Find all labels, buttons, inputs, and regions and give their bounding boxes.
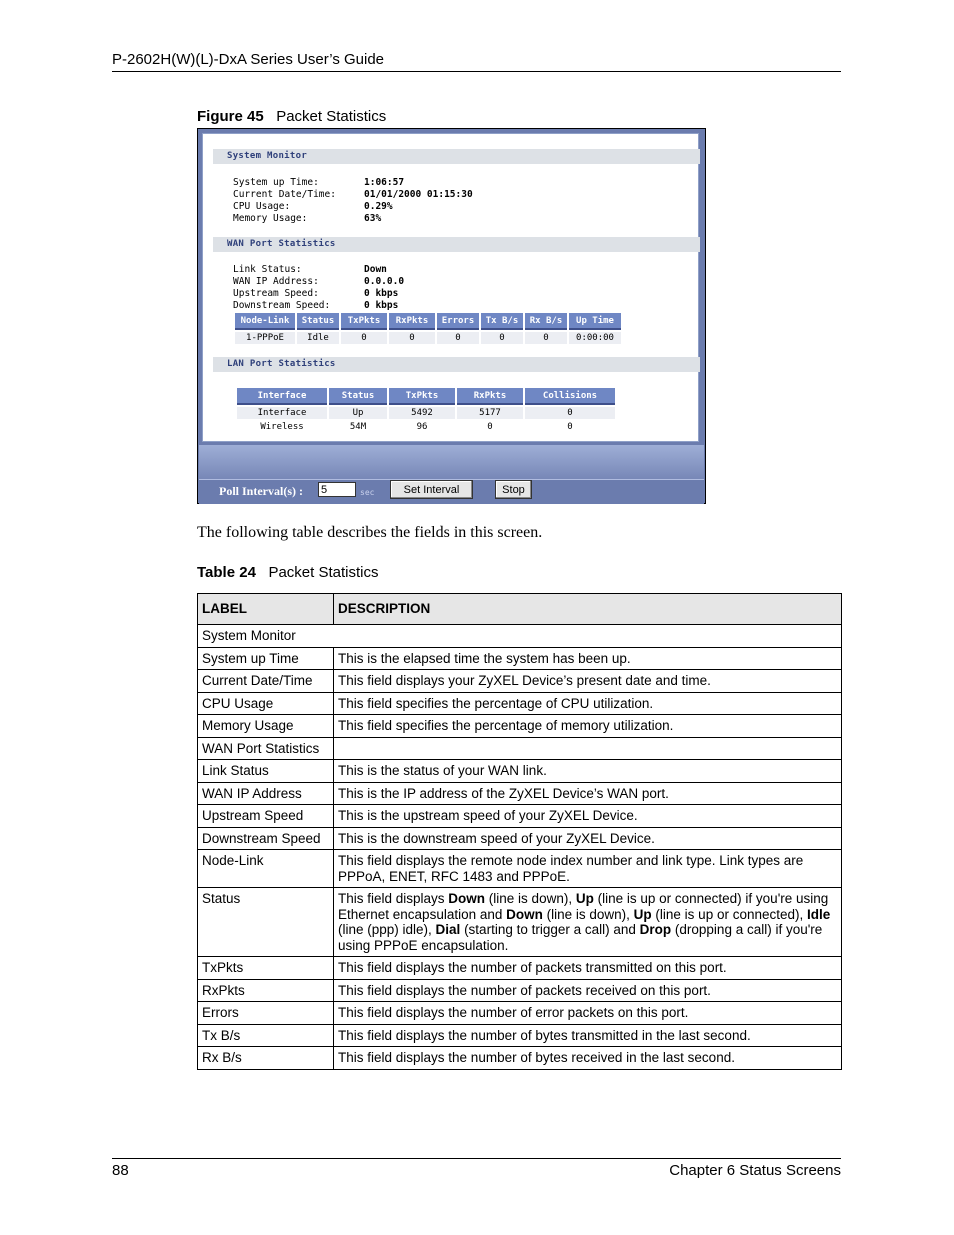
- lan-column-header: Interface: [237, 388, 327, 405]
- wan-column-header: TxPkts: [341, 313, 387, 330]
- row-label: RxPkts: [198, 979, 334, 1002]
- row-description: This field displays the number of bytes transmitted in the last second.: [334, 1024, 842, 1047]
- screen-footer-gradient: [199, 445, 704, 481]
- table-row: [198, 692, 842, 715]
- table-title: Packet Statistics: [268, 564, 379, 581]
- wan-column-header: RxPkts: [389, 313, 435, 330]
- packet-statistics-screenshot: [197, 128, 706, 504]
- lan-cell: 5492: [389, 407, 455, 419]
- text-run: (line is down),: [485, 891, 576, 906]
- lan-stats-table: [235, 386, 617, 435]
- row-label: Current Date/Time: [198, 670, 334, 693]
- table-row: [198, 1024, 842, 1047]
- lan-cell: Wireless: [260, 422, 304, 432]
- table-row: [198, 715, 842, 738]
- lan-cell: 96: [416, 422, 428, 432]
- wan-label: Link Status:: [233, 264, 302, 275]
- text-run: (line is down),: [542, 906, 634, 922]
- row-label: CPU Usage: [198, 692, 334, 715]
- table-row: [198, 957, 842, 980]
- row-label: TxPkts: [198, 957, 334, 980]
- wan-value: 0 kbps: [364, 300, 399, 311]
- lan-column-header: Collisions: [525, 388, 615, 405]
- wan-value: 0.0.0.0: [364, 276, 405, 287]
- table-row: [198, 647, 842, 670]
- wan-column-header: Status: [297, 313, 339, 330]
- system-monitor-value: 0.29%: [364, 201, 393, 212]
- row-description: This field displays your ZyXEL Device’s present date and time.: [334, 670, 842, 693]
- lan-cell: 54M: [349, 422, 367, 432]
- figure-title: Packet Statistics: [276, 108, 387, 125]
- wan-stats-table: [233, 311, 623, 346]
- wan-cell: 0: [437, 332, 479, 344]
- table-number: Table 24: [197, 564, 256, 581]
- text-run: (line is up or connected) if you're using Ethernet encapsulation and: [338, 891, 829, 922]
- table-row: [198, 760, 842, 783]
- description-column-header: DESCRIPTION: [334, 594, 842, 625]
- figure-number: Figure 45: [197, 108, 264, 125]
- system-monitor-value: 1:06:57: [364, 177, 405, 188]
- wan-value: Down: [364, 264, 387, 275]
- label-column-header: LABEL: [198, 594, 334, 625]
- row-label: Downstream Speed: [198, 827, 334, 850]
- set-interval-button[interactable]: Set Interval: [390, 480, 473, 499]
- wan-cell: 1-PPPoE: [235, 332, 295, 344]
- wan-cell: Idle: [297, 332, 339, 344]
- stop-button[interactable]: Stop: [495, 480, 532, 499]
- lan-cell: 0: [487, 422, 493, 432]
- row-label: Node-Link: [198, 850, 334, 888]
- row-label: Upstream Speed: [198, 805, 334, 828]
- description-table: [197, 593, 842, 1070]
- status-term: Dial: [435, 922, 461, 937]
- row-description: This is the downstream speed of your ZyXEL Device.: [334, 827, 842, 850]
- status-term: Drop: [639, 922, 672, 937]
- poll-unit: sec: [360, 488, 375, 497]
- text-run: This field displays: [338, 891, 449, 906]
- wan-cell: 0: [481, 332, 523, 344]
- lan-cell: 0: [567, 422, 573, 432]
- wan-column-header: Tx B/s: [481, 313, 523, 330]
- table-row: [198, 1002, 842, 1025]
- header-rule: [112, 71, 841, 72]
- wan-column-header: Node-Link: [235, 313, 295, 330]
- table-caption: [197, 564, 378, 581]
- table-row: [198, 782, 842, 805]
- lan-port-statistics-bar: LAN Port Statistics: [213, 357, 700, 372]
- wan-cell: 0: [389, 332, 435, 344]
- system-monitor-label: Current Date/Time:: [233, 189, 336, 200]
- running-header: P-2602H(W)(L)-DxA Series User’s Guide: [112, 51, 385, 68]
- row-description: This field displays the remote node index number and link type. Link types are PPPoA, ENET, RFC 1483 and PPPoE.: [334, 850, 842, 888]
- wan-label: Downstream Speed:: [233, 300, 331, 311]
- lan-cell: Interface: [237, 407, 327, 419]
- row-label: Link Status: [198, 760, 334, 783]
- table-row: [198, 827, 842, 850]
- text-run: (starting to trigger a call) and: [460, 922, 640, 937]
- row-description: This is the elapsed time the system has been up.: [334, 647, 842, 670]
- text-run: (dropping a call) if you're using PPPoE encapsulation.: [338, 922, 823, 953]
- row-description: This field displays the number of error packets on this port.: [334, 1002, 842, 1025]
- system-monitor-label: System up Time:: [233, 177, 319, 188]
- wan-label: WAN IP Address:: [233, 276, 319, 287]
- chapter-title: Chapter 6 Status Screens: [669, 1162, 841, 1179]
- table-row: [198, 1047, 842, 1070]
- table-row: [198, 850, 842, 888]
- status-term: Up: [575, 891, 594, 906]
- status-term: Up: [633, 906, 652, 922]
- wan-cell: 0: [525, 332, 567, 344]
- lan-cell: 0: [525, 407, 615, 419]
- row-label: System up Time: [198, 647, 334, 670]
- wan-cell: 0:00:00: [569, 332, 621, 344]
- lan-row: [237, 421, 615, 433]
- row-description: This field displays the number of packets transmitted on this port.: [334, 957, 842, 980]
- system-monitor-label: CPU Usage:: [233, 201, 291, 212]
- row-description: This is the upstream speed of your ZyXEL Device.: [334, 805, 842, 828]
- text-run: (line is up or connected),: [651, 906, 808, 922]
- wan-cell: 0: [341, 332, 387, 344]
- lan-cell: Up: [329, 407, 387, 419]
- page-number: 88: [112, 1162, 129, 1179]
- system-monitor-value: 01/01/2000 01:15:30: [364, 189, 473, 200]
- table-row: [198, 888, 842, 957]
- row-label: Errors: [198, 1002, 334, 1025]
- wan-value: 0 kbps: [364, 288, 399, 299]
- table-row: [198, 670, 842, 693]
- row-description: [334, 888, 842, 957]
- row-label: Status: [198, 888, 334, 957]
- row-description: This field specifies the percentage of memory utilization.: [334, 715, 842, 738]
- table-row: [198, 737, 842, 760]
- table-row: [198, 979, 842, 1002]
- footer-rule: [112, 1158, 841, 1159]
- poll-interval-input[interactable]: [318, 482, 356, 497]
- wan-port-statistics-bar: WAN Port Statistics: [213, 237, 700, 252]
- status-term: Down: [506, 906, 543, 922]
- row-description: This is the IP address of the ZyXEL Device’s WAN port.: [334, 782, 842, 805]
- row-description: This field displays the number of packets received on this port.: [334, 979, 842, 1002]
- row-description: This field displays the number of bytes received in the last second.: [334, 1047, 842, 1070]
- wan-column-header: Up Time: [569, 313, 621, 330]
- lan-cell: 5177: [457, 407, 523, 419]
- lan-row: [237, 407, 615, 419]
- status-term: Down: [448, 891, 486, 906]
- row-label: Rx B/s: [198, 1047, 334, 1070]
- lan-column-header: Status: [329, 388, 387, 405]
- wan-row: [235, 332, 621, 344]
- lan-column-header: RxPkts: [457, 388, 523, 405]
- body-text: The following table describes the fields in this screen.: [197, 524, 543, 541]
- wan-column-header: Rx B/s: [525, 313, 567, 330]
- table-row: [198, 805, 842, 828]
- system-monitor-value: 63%: [364, 213, 382, 224]
- row-description: This is the status of your WAN link.: [334, 760, 842, 783]
- system-monitor-bar: System Monitor: [213, 149, 700, 164]
- status-term: Idle: [807, 906, 831, 922]
- section-row: System Monitor: [198, 625, 842, 648]
- row-label: Tx B/s: [198, 1024, 334, 1047]
- wan-label: Upstream Speed:: [233, 288, 319, 299]
- wan-column-header: Errors: [437, 313, 479, 330]
- screen-panel: [202, 133, 699, 442]
- row-description: [334, 737, 842, 760]
- row-description: This field specifies the percentage of CPU utilization.: [334, 692, 842, 715]
- lan-column-header: TxPkts: [389, 388, 455, 405]
- row-label: WAN IP Address: [198, 782, 334, 805]
- text-run: (line (ppp) idle),: [338, 922, 436, 937]
- row-label: WAN Port Statistics: [198, 737, 334, 760]
- row-label: Memory Usage: [198, 715, 334, 738]
- poll-interval-label: Poll Interval(s) :: [219, 484, 303, 498]
- table-row: [198, 625, 842, 648]
- figure-caption: [197, 108, 386, 125]
- system-monitor-label: Memory Usage:: [233, 213, 308, 224]
